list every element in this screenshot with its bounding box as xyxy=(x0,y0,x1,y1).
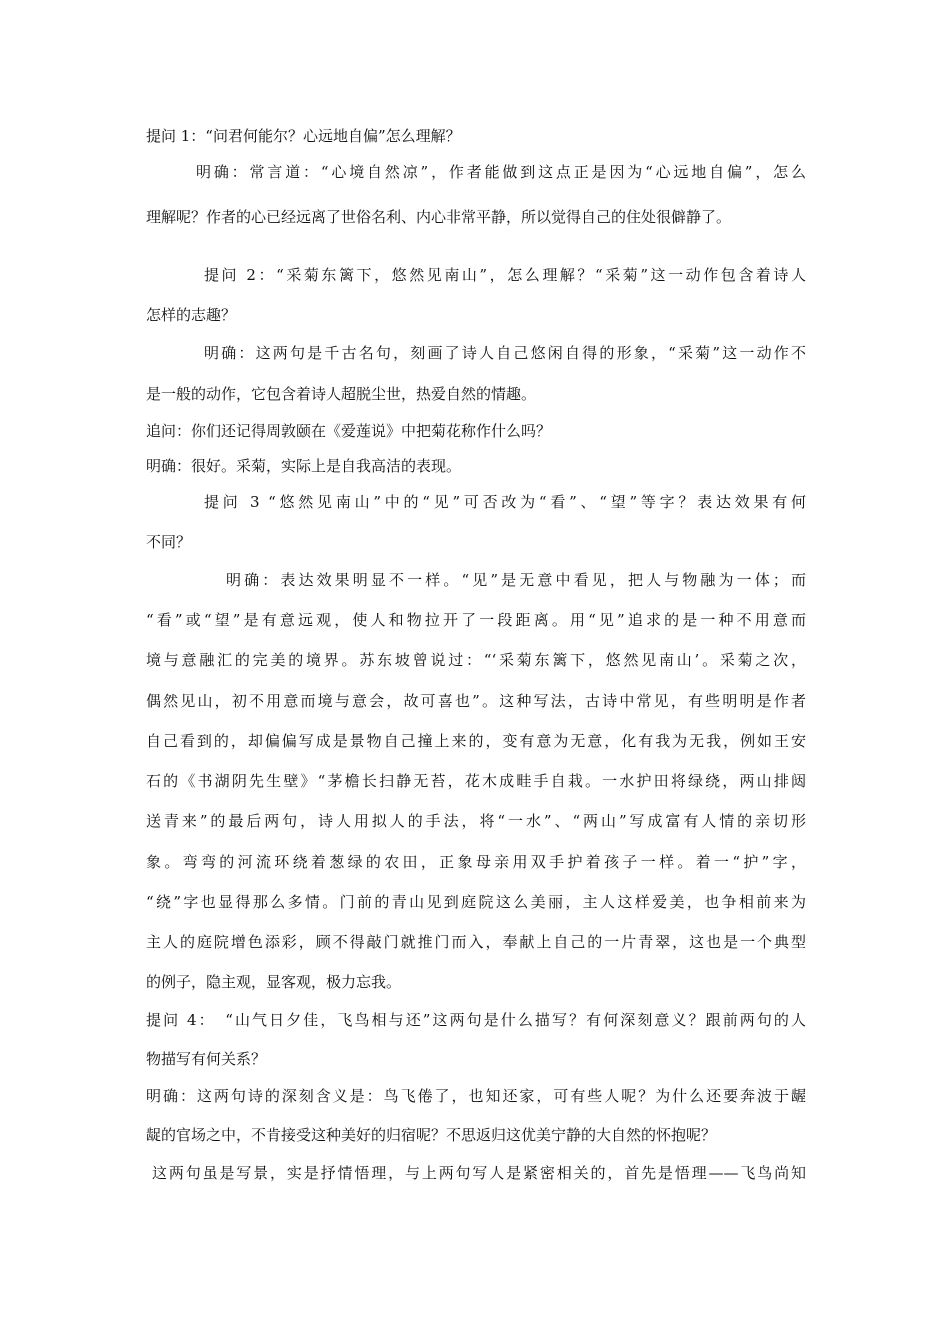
answer-3-line-4: 偶然见山，初不用意而境与意会，故可喜也”。这种写法，古诗中常见，有些明明是作者 xyxy=(146,692,806,710)
answer-3-line-10: 主人的庭院增色添彩，顾不得敲门就推门而入，奉献上自己的一片青翠，这也是一个典型 xyxy=(146,933,806,951)
answer-3-line-8: 象。弯弯的河流环绕着葱绿的农田，正象母亲用双手护着孩子一样。着一“护”字， xyxy=(146,853,806,871)
question-2-line-2: 怎样的志趣？ xyxy=(146,306,237,324)
answer-3-line-6: 石的《书湖阴先生壁》“茅檐长扫静无苔，花木成畦手自栽。一水护田将绿绕，两山排闼 xyxy=(146,772,806,790)
question-4-line-2: 物描写有何关系？ xyxy=(146,1050,267,1068)
answer-1-line-2: 理解呢？作者的心已经远离了世俗名利、内心非常平静，所以觉得自己的住处很僻静了。 xyxy=(146,208,732,226)
question-2-line-1: 提问 2：“采菊东篱下，悠然见南山”，怎么理解？“采菊”这一动作包含着诗人 xyxy=(204,266,806,284)
answer-2-line-2: 是一般的动作，它包含着诗人超脱尘世，热爱自然的情趣。 xyxy=(146,385,537,403)
follow-up-answer: 明确：很好。采菊，实际上是自我高洁的表现。 xyxy=(146,457,462,475)
question-3-line-2: 不同？ xyxy=(146,533,192,551)
answer-3-line-1: 明确：表达效果明显不一样。“见”是无意中看见，把人与物融为一体；而 xyxy=(226,571,806,589)
answer-3-line-5: 自己看到的，却偏偏写成是景物自己撞上来的，变有意为无意，化有我为无我，例如王安 xyxy=(146,732,806,750)
answer-3-line-3: 境与意融汇的完美的境界。苏东坡曾说过：“‘采菊东篱下，悠然见南山’。采菊之次， xyxy=(146,651,806,669)
question-3-line-1: 提问 3 “悠然见南山”中的“见”可否改为“看”、“望”等字？表达效果有何 xyxy=(204,493,806,511)
answer-3-line-2: “看”或“望”是有意远观，使人和物拉开了一段距离。用“见”追求的是一种不用意而 xyxy=(146,611,806,629)
answer-3-line-9: “绕”字也显得那么多情。门前的青山见到庭院这么美丽，主人这样爱美，也争相前来为 xyxy=(146,893,806,911)
answer-3-line-7: 送青来”的最后两句，诗人用拟人的手法，将“一水”、“两山”写成富有人情的亲切形 xyxy=(146,812,806,830)
answer-1-line-1: 明确：常言道：“心境自然凉”，作者能做到这点正是因为“心远地自偏”，怎么 xyxy=(196,163,806,181)
answer-4-line-1: 明确：这两句诗的深刻含义是：鸟飞倦了，也知还家，可有些人呢？为什么还要奔波于龌 xyxy=(146,1087,806,1105)
answer-4-line-2: 龊的官场之中，不肯接受这种美好的归宿呢？不思返归这优美宁静的大自然的怀抱呢？ xyxy=(146,1126,717,1144)
answer-4-line-3: 这两句虽是写景，实是抒情悟理，与上两句写人是紧密相关的，首先是悟理——飞鸟尚知 xyxy=(152,1164,806,1182)
answer-3-line-11: 的例子，隐主观，显客观，极力忘我。 xyxy=(146,973,402,991)
question-1: 提问 1：“问君何能尔？心远地自偏”怎么理解？ xyxy=(146,127,461,145)
follow-up-question: 追问：你们还记得周敦颐在《爱莲说》中把菊花称作什么吗？ xyxy=(146,422,552,440)
answer-2-line-1: 明确：这两句是千古名句，刻画了诗人自己悠闲自得的形象，“采菊”这一动作不 xyxy=(204,344,806,362)
question-4-line-1: 提问 4： “山气日夕佳，飞鸟相与还”这两句是什么描写？有何深刻意义？跟前两句的人 xyxy=(146,1011,806,1029)
